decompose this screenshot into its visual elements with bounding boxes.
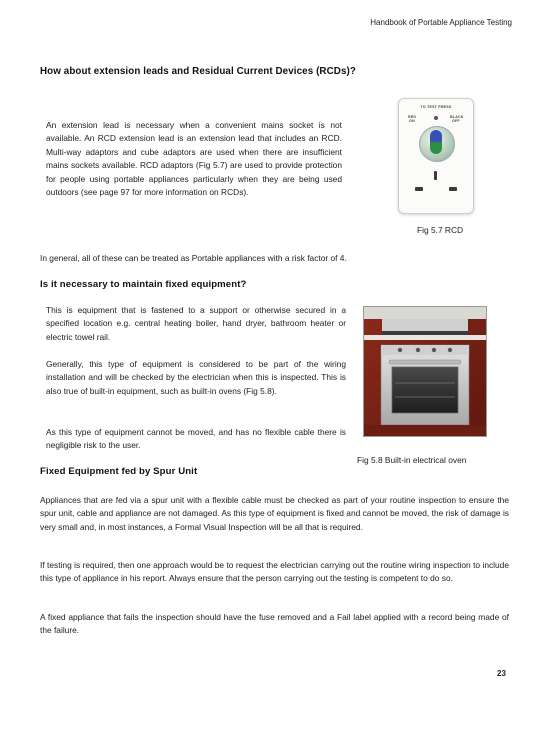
section-heading-extension-leads: How about extension leads and Residual Current Devices (RCDs)? [40,66,356,77]
rcd-live-slot [415,187,423,191]
rcd-adaptor-image [398,98,474,214]
rcd-reset-button [430,130,442,154]
rcd-off-label: OFF [452,119,460,123]
section-heading-spur-unit: Fixed Equipment fed by Spur Unit [40,466,198,477]
rcd-black-label: BLACK [450,115,464,119]
paragraph-testing-required: If testing is required, then one approach would be to request the electrician carrying out the routine wiring inspection to include this type of appliance in his report. Always ensure that the person carrying out the testing is competent to do so. [40,560,509,584]
rcd-earth-slot [434,171,437,180]
paragraph-spur-unit-inspection: Appliances that are fed via a spur unit with a flexible cable must be checked as part of your routine inspection to ensure the spur unit, cable and appliance are not damaged. As this type of equipment is fixed and cannot be moved, the risk of damage is very small and, in most instances, a Formal Visual Inspection will be all that is required. [40,495,509,532]
figure-caption-oven: Fig 5.8 Built-in electrical oven [357,455,467,465]
built-in-oven-image [363,306,487,437]
paragraph-negligible-risk: As this type of equipment cannot be moved, and has no flexible cable there is negligible risk to the user. [46,427,346,451]
figure-caption-rcd: Fig 5.7 RCD [417,225,464,235]
rcd-neutral-slot [449,187,457,191]
rcd-test-label: TO TEST PRESS [420,105,452,109]
rcd-on-label: ON [409,119,415,123]
paragraph-wiring-installation: Generally, this type of equipment is considered to be part of the wiring installation and will be checked by the electrician when this is inspected. This is also true of built-in equipment, such as built-in ovens (Fig 5.8). [46,359,346,396]
paragraph-extension-leads: An extension lead is necessary when a convenient mains socket is not available. An RCD extension lead is an extension lead that includes an RCD. Multi-way adaptors and cube adaptors are used when there are insufficient mains sockets available. RCD adaptors (Fig 5.7) are used to provide protection for people using portable appliances particularly when they are being used outdoors (see page 97 for more information on RCDs). [46,120,342,198]
paragraph-fail-label: A fixed appliance that fails the inspection should have the fuse removed and a Fail label applied with a record being made of the failure. [40,612,509,636]
running-head: Handbook of Portable Appliance Testing [370,18,512,27]
section-heading-fixed-equipment: Is it necessary to maintain fixed equipment? [40,279,247,290]
rcd-test-button [434,116,438,120]
rcd-red-label: RED [408,115,417,119]
paragraph-fixed-definition: This is equipment that is fastened to a support or otherwise secured in a specified location e.g. central heating boiler, hand dryer, bathroom heater or electric towel rail. [46,305,346,342]
paragraph-risk-factor: In general, all of these can be treated as Portable appliances with a risk factor of 4. [40,253,347,263]
page-number: 23 [497,669,506,678]
